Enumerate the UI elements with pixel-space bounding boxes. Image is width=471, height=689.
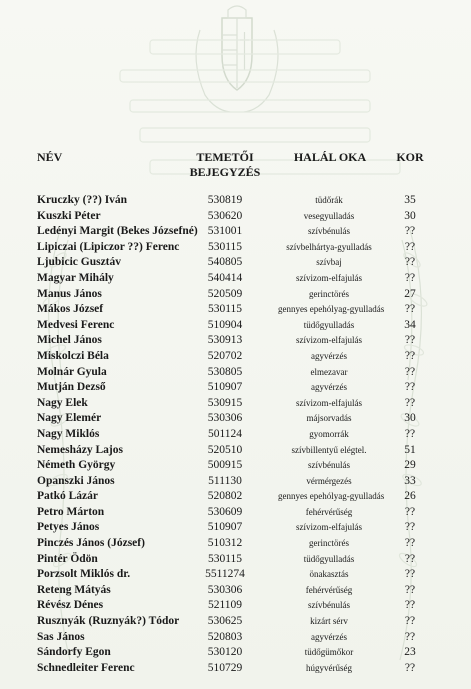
cell-cause-of-death: agyvérzés (311, 382, 347, 393)
cell-age: ?? (404, 505, 416, 518)
cell-grave-record: 511130 (208, 474, 242, 487)
table-row (0, 193, 471, 209)
cell-name: Porzsolt Miklós dr. (37, 568, 131, 581)
cell-name: Nagy Elek (37, 396, 88, 409)
table-row (0, 255, 471, 271)
cell-grave-record: 530306 (207, 583, 243, 596)
cell-name: Kruczky (??) Iván (37, 194, 128, 206)
cell-name: Mutján Dezső (37, 381, 106, 394)
cell-cause-of-death: gerinctörés (309, 538, 349, 549)
cell-cause-of-death: agyvérzés (311, 350, 347, 361)
cell-age: 35 (404, 194, 416, 206)
table-row (0, 333, 471, 349)
table-row (0, 474, 471, 490)
cell-cause-of-death: szívbénulás (308, 226, 350, 237)
cell-age: ?? (404, 271, 416, 284)
cell-age: ?? (404, 583, 416, 596)
cell-grave-record: 530115 (207, 303, 243, 316)
cell-name: Németh György (37, 459, 116, 472)
cell-cause-of-death: gennyes epehólyag-gyulladás (278, 491, 385, 502)
cell-name: Opanszki János (37, 474, 115, 487)
cell-age: 30 (404, 209, 416, 222)
table-row (0, 302, 471, 318)
column-header-cause: HALÁL OKA (293, 150, 367, 164)
cell-cause-of-death: gyomorrák (309, 428, 349, 439)
cell-grave-record: 530805 (207, 365, 243, 378)
cell-name: Medvesi Ferenc (37, 318, 115, 331)
table-body (0, 193, 471, 676)
cell-age: ?? (404, 599, 416, 612)
table-row (0, 583, 471, 599)
cell-grave-record: 510907 (207, 381, 243, 394)
cell-cause-of-death: önakasztás (309, 569, 349, 580)
table-row (0, 240, 471, 256)
cell-grave-record: 530915 (207, 396, 243, 409)
cell-age: ?? (404, 568, 416, 581)
cell-grave-record: 510904 (207, 318, 243, 331)
cell-grave-record: 5511274 (205, 568, 245, 581)
cell-age: ?? (404, 537, 416, 550)
cell-name: Rusznyák (Ruznyák?) Tódor (37, 615, 180, 628)
cell-grave-record: 520702 (207, 349, 243, 362)
cell-cause-of-death: szívizom-elfajulás (296, 335, 362, 346)
cell-age: ?? (404, 630, 416, 643)
table-row (0, 443, 471, 459)
table-header (0, 150, 471, 190)
cell-name: Michel János (37, 334, 102, 347)
cell-grave-record: 540805 (207, 256, 243, 269)
cell-name: Molnár Gyula (37, 365, 107, 378)
cell-cause-of-death: szívizom-elfajulás (296, 272, 362, 283)
cell-grave-record: 530120 (207, 646, 243, 659)
cell-cause-of-death: vesegyulladás (303, 210, 355, 221)
cell-age: ?? (404, 365, 416, 378)
cell-name: Révész Dénes (37, 599, 104, 612)
cell-grave-record: 520803 (207, 630, 243, 643)
cell-name: Magyar Mihály (37, 271, 114, 284)
table-row (0, 505, 471, 521)
cell-grave-record: 510312 (207, 537, 243, 550)
cell-grave-record: 530115 (207, 240, 243, 253)
table-row (0, 598, 471, 614)
cell-cause-of-death: gerinctörés (309, 288, 349, 299)
cell-cause-of-death: szívbénulás (308, 460, 350, 471)
table-row (0, 520, 471, 536)
cell-name: Petyes János (37, 521, 100, 534)
cell-grave-record: 500915 (207, 459, 243, 472)
cell-cause-of-death: szívbelhártya-gyulladás (286, 241, 372, 252)
cell-cause-of-death: szívbaj (316, 257, 342, 268)
cell-name: Nagy Elemér (37, 412, 102, 425)
cell-age: ?? (404, 521, 416, 534)
cell-cause-of-death: szívizom-elfajulás (296, 397, 362, 408)
cell-name: Patkó Lázár (37, 490, 99, 503)
table-row (0, 209, 471, 225)
cell-cause-of-death: elmezavar (310, 366, 348, 377)
cell-age: ?? (404, 661, 416, 674)
cell-cause-of-death: kizárt sérv (310, 616, 348, 627)
cell-name: Reteng Mátyás (37, 583, 111, 596)
cell-name: Nagy Miklós (37, 427, 100, 440)
cell-grave-record: 530819 (207, 194, 243, 206)
column-header-grave-text: TEMETŐI BEJEGYZÉS (189, 150, 261, 179)
cell-cause-of-death: szívbillentyű elégtel. (291, 444, 367, 455)
cell-age: ?? (404, 303, 416, 316)
cell-grave-record: 530620 (207, 209, 243, 222)
cell-grave-record: 530306 (207, 412, 243, 425)
table-row (0, 458, 471, 474)
cell-grave-record: 531001 (207, 225, 243, 238)
cell-cause-of-death: agyvérzés (311, 631, 347, 642)
cell-name: Manus János (37, 287, 102, 300)
table-row (0, 552, 471, 568)
cell-age: ?? (404, 615, 416, 628)
cell-age: ?? (404, 225, 416, 238)
cell-grave-record: 521109 (207, 599, 243, 612)
cell-cause-of-death: szívbénulás (308, 600, 350, 611)
cell-name: Ledényi Margit (Bekes Józsefné) (37, 225, 198, 238)
cell-age: 30 (404, 412, 416, 425)
cell-age: 51 (404, 443, 416, 456)
cell-cause-of-death: tüdőgyulladás (303, 319, 355, 330)
table-row (0, 396, 471, 412)
cell-cause-of-death: fehérvérűség (305, 506, 353, 517)
cell-grave-record: 501124 (207, 427, 243, 440)
table-row (0, 349, 471, 365)
table-row (0, 645, 471, 661)
table-row (0, 630, 471, 646)
cell-grave-record: 520509 (207, 287, 243, 300)
cell-name: Petro Márton (37, 505, 105, 518)
cell-name: Pintér Ödön (37, 552, 98, 565)
table-row (0, 365, 471, 381)
cell-cause-of-death: szívizom-elfajulás (296, 522, 362, 533)
cell-age: 23 (404, 646, 416, 659)
column-header-age: KOR (396, 150, 424, 164)
cell-name: Nemesházy Lajos (37, 443, 123, 456)
cell-age: ?? (404, 396, 416, 409)
cell-age: 29 (404, 459, 416, 472)
table-row (0, 224, 471, 240)
cell-name: Schnedleiter Ferenc (37, 661, 135, 674)
table-row (0, 536, 471, 552)
table-row (0, 318, 471, 334)
cell-name: Miskolczi Béla (37, 349, 109, 362)
coat-of-arms-icon (196, 6, 278, 112)
cell-grave-record: 510907 (207, 521, 243, 534)
table-row (0, 287, 471, 303)
column-header-name: NÉV (37, 150, 63, 164)
cell-cause-of-death: májsorvadás (306, 413, 352, 424)
cell-age: 27 (404, 287, 416, 300)
cell-age: ?? (404, 427, 416, 440)
cell-grave-record: 530625 (207, 615, 243, 628)
cell-name: Mákos József (37, 303, 104, 316)
cell-grave-record: 520510 (207, 443, 243, 456)
cell-name: Sas János (37, 630, 85, 643)
cell-age: ?? (404, 349, 416, 362)
cell-cause-of-death: tüdőrák (315, 195, 343, 205)
cell-age: ?? (404, 240, 416, 253)
cell-age: ?? (404, 334, 416, 347)
cell-age: 26 (404, 490, 416, 503)
cell-name: Kuszki Péter (37, 209, 101, 222)
cell-grave-record: 510729 (207, 661, 243, 674)
cell-cause-of-death: fehérvérűség (305, 584, 353, 595)
cell-cause-of-death: tüdőgümőkor (304, 647, 354, 658)
cell-age: ?? (404, 381, 416, 394)
table-row (0, 489, 471, 505)
table-row (0, 661, 471, 677)
table-row (0, 271, 471, 287)
table-row (0, 380, 471, 396)
cell-grave-record: 530609 (207, 505, 243, 518)
cell-age: ?? (404, 552, 416, 565)
cell-cause-of-death: gennyes epehólyag-gyulladás (278, 304, 385, 315)
cell-cause-of-death: vérmérgezés (306, 475, 352, 486)
cell-name: Pinczés János (József) (37, 537, 145, 550)
cell-grave-record: 540414 (207, 271, 243, 284)
cell-name: Ljubicic Gusztáv (37, 256, 122, 269)
cell-grave-record: 520802 (207, 490, 243, 503)
cell-name: Lipiczai (Lipiczor ??) Ferenc (37, 240, 180, 253)
cell-name: Sándorfy Egon (37, 646, 111, 659)
cell-age: 33 (404, 474, 416, 487)
cell-age: ?? (404, 256, 416, 269)
table-row (0, 427, 471, 443)
table-row (0, 567, 471, 583)
cell-age: 34 (404, 318, 416, 331)
table-row (0, 411, 471, 427)
column-header-grave-record (185, 150, 265, 180)
table-row (0, 614, 471, 630)
cell-grave-record: 530913 (207, 334, 243, 347)
cell-cause-of-death: húgyvérűség (306, 662, 352, 673)
cell-grave-record: 530115 (207, 552, 243, 565)
cell-cause-of-death: tüdőgyulladás (303, 553, 355, 564)
